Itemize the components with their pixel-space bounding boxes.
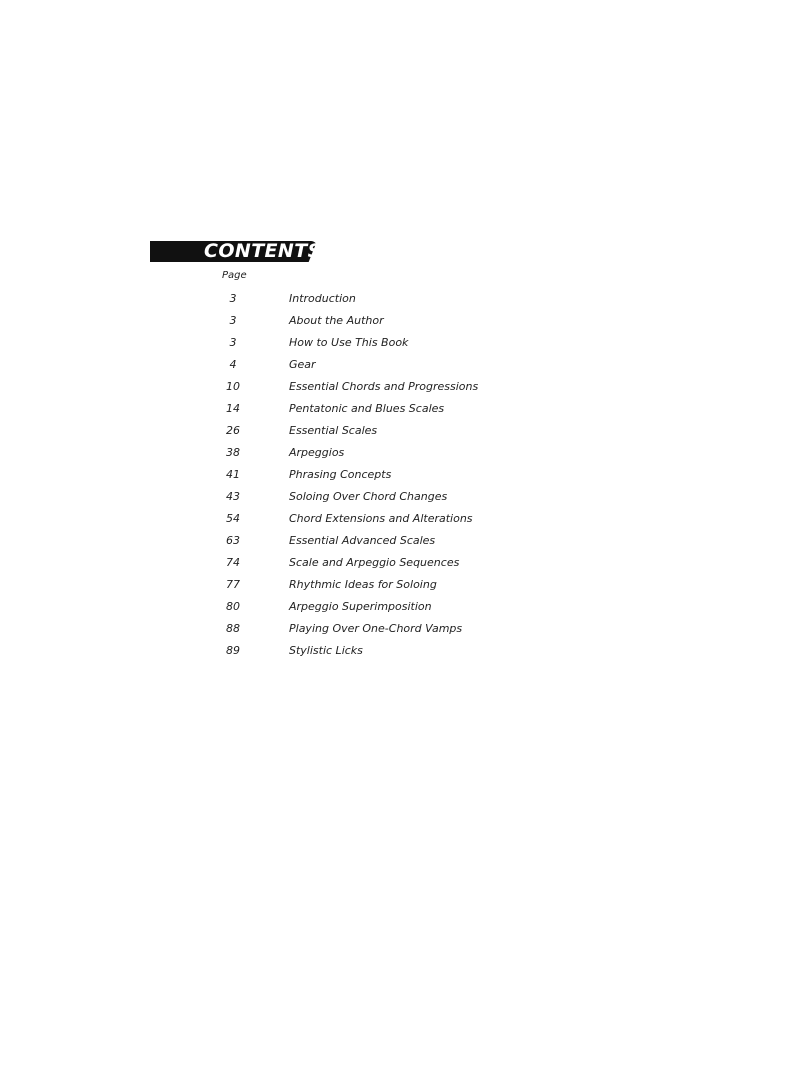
toc-entry-title: About the Author <box>289 314 384 327</box>
toc-page-number: 10 <box>226 380 240 393</box>
toc-page-number: 74 <box>226 556 240 569</box>
contents-heading: CONTENTS <box>204 240 322 262</box>
toc-page-number: 26 <box>226 424 240 437</box>
toc-entry-title: Scale and Arpeggio Sequences <box>289 556 460 569</box>
toc-entry[interactable] <box>0 640 800 662</box>
toc-entry-title: Arpeggios <box>289 446 345 459</box>
toc-entry[interactable] <box>0 508 800 530</box>
toc-entry[interactable] <box>0 442 800 464</box>
toc-page-number: 77 <box>226 578 240 591</box>
toc-entry-title: Rhythmic Ideas for Soloing <box>289 578 437 591</box>
toc-entry[interactable] <box>0 464 800 486</box>
toc-entry-title: Introduction <box>289 292 356 305</box>
toc-entry-title: Soloing Over Chord Changes <box>289 490 448 503</box>
toc-page-number: 4 <box>229 358 237 371</box>
toc-entry-title: Chord Extensions and Alterations <box>289 512 473 525</box>
toc-entry[interactable] <box>0 398 800 420</box>
toc-entry-title: Essential Chords and Progressions <box>289 380 479 393</box>
toc-entry[interactable] <box>0 332 800 354</box>
toc-entry-title: Pentatonic and Blues Scales <box>289 402 445 415</box>
table-of-contents <box>0 288 800 662</box>
toc-entry[interactable] <box>0 618 800 640</box>
toc-entry[interactable] <box>0 574 800 596</box>
toc-entry-title: Essential Scales <box>289 424 378 437</box>
toc-page-number: 43 <box>226 490 240 503</box>
toc-page-number: 63 <box>226 534 240 547</box>
toc-entry[interactable] <box>0 310 800 332</box>
toc-entry[interactable] <box>0 530 800 552</box>
toc-page-number: 3 <box>229 292 237 305</box>
toc-entry-title: Arpeggio Superimposition <box>289 600 432 613</box>
toc-page-number: 80 <box>226 600 240 613</box>
toc-page-number: 38 <box>226 446 240 459</box>
toc-page-number: 88 <box>226 622 240 635</box>
toc-entry[interactable] <box>0 596 800 618</box>
toc-entry-title: How to Use This Book <box>289 336 409 349</box>
toc-page-number: 89 <box>226 644 240 657</box>
toc-entry-title: Essential Advanced Scales <box>289 534 436 547</box>
toc-entry[interactable] <box>0 486 800 508</box>
toc-page-number: 3 <box>229 336 237 349</box>
toc-entry[interactable] <box>0 354 800 376</box>
toc-page-number: 41 <box>226 468 240 481</box>
toc-entry-title: Phrasing Concepts <box>289 468 392 481</box>
toc-entry-title: Stylistic Licks <box>289 644 363 657</box>
toc-entry-title: Playing Over One-Chord Vamps <box>289 622 463 635</box>
toc-entry[interactable] <box>0 420 800 442</box>
toc-page-number: 54 <box>226 512 240 525</box>
toc-entry[interactable] <box>0 552 800 574</box>
toc-page-number: 3 <box>229 314 237 327</box>
toc-entry-title: Gear <box>289 358 316 371</box>
toc-entry[interactable] <box>0 288 800 310</box>
toc-entry[interactable] <box>0 376 800 398</box>
toc-page-number: 14 <box>226 402 240 415</box>
page-column-header: Page <box>222 270 247 281</box>
